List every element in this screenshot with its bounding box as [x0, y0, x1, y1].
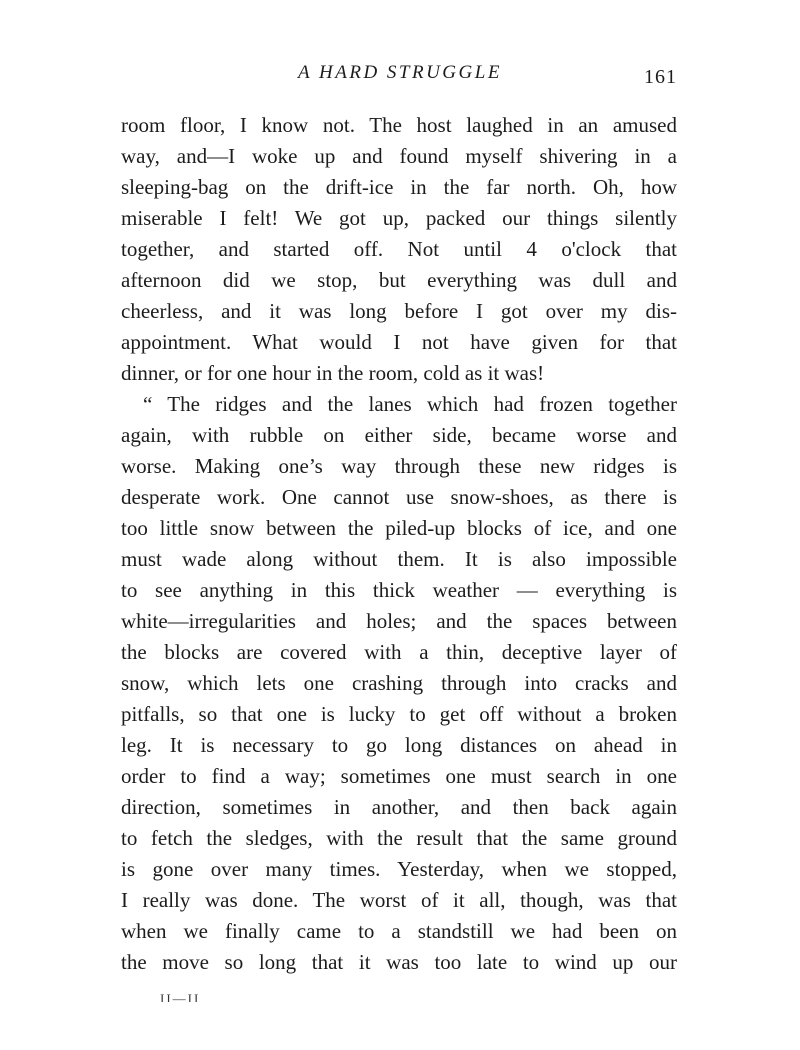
text-line: to fetch the sledges, with the result that the same ground [121, 826, 677, 850]
text-line: desperate work. One cannot use snow-shoes, as there is [121, 485, 677, 509]
text-line: when we finally came to a standstill we had been on [121, 919, 677, 943]
text-line: cheerless, and it was long before I got over my dis- [121, 299, 677, 323]
body-text [121, 110, 677, 978]
text-line: white—irregularities and holes; and the spaces between [121, 609, 677, 633]
text-line: “ The ridges and the lanes which had frozen together [143, 392, 677, 416]
text-line: must wade along without them. It is also impossible [121, 547, 677, 571]
text-line: to see anything in this thick weather — everything is [121, 578, 677, 602]
text-line: afternoon did we stop, but everything was dull and [121, 268, 677, 292]
text-line: the move so long that it was too late to wind up our [121, 950, 677, 974]
text-line: is gone over many times. Yesterday, when we stopped, [121, 857, 677, 881]
text-line: order to find a way; sometimes one must search in one [121, 764, 677, 788]
text-line: together, and started off. Not until 4 o'clock that [121, 237, 677, 261]
signature-mark: II—II [160, 991, 201, 1002]
text-line: pitfalls, so that one is lucky to get off without a broken [121, 702, 677, 726]
text-line: again, with rubble on either side, became worse and [121, 423, 677, 447]
text-line: snow, which lets one crashing through into cracks and [121, 671, 677, 695]
text-line: way, and—I woke up and found myself shivering in a [121, 144, 677, 168]
text-line: direction, sometimes in another, and then back again [121, 795, 677, 819]
page-number: 161 [644, 66, 677, 88]
running-head [0, 60, 800, 90]
text-line: room floor, I know not. The host laughed in an amused [121, 113, 677, 137]
text-line: the blocks are covered with a thin, deceptive layer of [121, 640, 677, 664]
text-line: I really was done. The worst of it all, though, was that [121, 888, 677, 912]
text-line: leg. It is necessary to go long distances on ahead in [121, 733, 677, 757]
text-line: appointment. What would I not have given for that [121, 330, 677, 354]
text-line: dinner, or for one hour in the room, cold as it was! [121, 361, 545, 385]
text-line: worse. Making one’s way through these new ridges is [121, 454, 677, 478]
running-title: A HARD STRUGGLE [298, 62, 502, 83]
text-line: sleeping-bag on the drift-ice in the far north. Oh, how [121, 175, 677, 199]
text-line: too little snow between the piled-up blocks of ice, and one [121, 516, 677, 540]
text-line: miserable I felt! We got up, packed our things silently [121, 206, 677, 230]
